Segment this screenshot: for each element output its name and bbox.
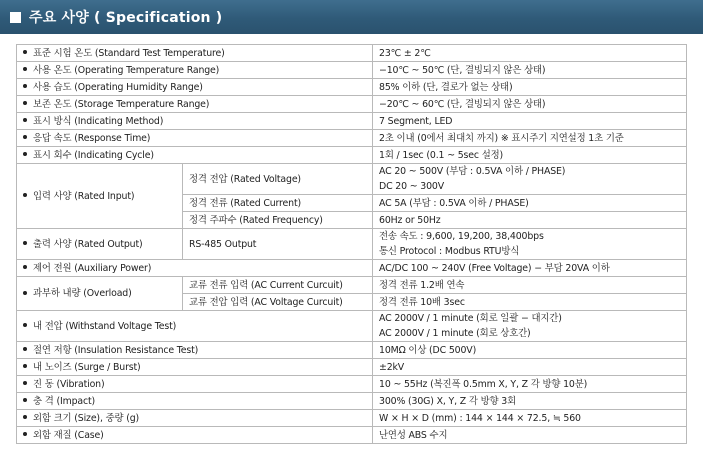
spec-value: AC 5A (부담 : 0.5VA 이하 / PHASE)	[373, 195, 687, 212]
spec-name-cell	[17, 359, 373, 376]
bullet-icon	[23, 67, 27, 71]
spec-name: 외함 크기 (Size), 중량 (g)	[33, 412, 140, 424]
spec-name-cell	[17, 376, 373, 393]
bullet-icon	[23, 323, 27, 327]
spec-name-cell	[17, 164, 183, 229]
spec-name-cell	[17, 147, 373, 164]
spec-name: 응답 속도 (Response Time)	[33, 132, 151, 144]
table-row	[17, 229, 687, 260]
bullet-icon	[23, 291, 27, 295]
spec-value	[373, 164, 687, 195]
spec-name: 보존 온도 (Storage Temperature Range)	[33, 98, 210, 110]
spec-name-cell	[17, 277, 183, 311]
spec-value: 정격 전류 10배 3sec	[373, 294, 687, 311]
spec-sub-label: 정격 전압 (Rated Voltage)	[183, 164, 373, 195]
spec-value: 정격 전류 1.2배 연속	[373, 277, 687, 294]
bullet-icon	[23, 50, 27, 54]
spec-value: 85% 이하 (단, 결로가 없는 상태)	[373, 79, 687, 96]
table-row	[17, 62, 687, 79]
spec-value-line: DC 20 ~ 300V	[379, 181, 444, 192]
spec-value: AC/DC 100 ~ 240V (Free Voltage) − 부담 20VA 이하	[373, 260, 687, 277]
spec-value: 난연성 ABS 수지	[373, 427, 687, 444]
table-row	[17, 113, 687, 130]
spec-name: 외함 재질 (Case)	[33, 429, 104, 441]
bullet-icon	[23, 118, 27, 122]
spec-name: 내 전압 (Withstand Voltage Test)	[33, 320, 177, 332]
spec-name: 표시 회수 (Indicating Cycle)	[33, 149, 154, 161]
bullet-icon	[23, 152, 27, 156]
spec-name-cell	[17, 130, 373, 147]
spec-value	[373, 229, 687, 260]
spec-name: 제어 전원 (Auxiliary Power)	[33, 262, 152, 274]
table-row	[17, 342, 687, 359]
spec-name: 사용 온도 (Operating Temperature Range)	[33, 64, 220, 76]
spec-value: 23℃ ± 2℃	[373, 45, 687, 62]
spec-name-cell	[17, 96, 373, 113]
spec-value: 10MΩ 이상 (DC 500V)	[373, 342, 687, 359]
spec-value: −10℃ ~ 50℃ (단, 결빙되지 않은 상태)	[373, 62, 687, 79]
spec-value	[373, 311, 687, 342]
spec-name-cell	[17, 79, 373, 96]
table-row	[17, 130, 687, 147]
spec-name: 출력 사양 (Rated Output)	[33, 238, 143, 250]
spec-value: 2초 이내 (0에서 최대치 까지) ※ 표시주기 지연설정 1초 기준	[373, 130, 687, 147]
bullet-icon	[23, 381, 27, 385]
spec-sub-label: RS-485 Output	[183, 229, 373, 260]
table-row	[17, 164, 687, 195]
bullet-icon	[23, 101, 27, 105]
bullet-icon	[23, 135, 27, 139]
spec-value: −20℃ ~ 60℃ (단, 결빙되지 않은 상태)	[373, 96, 687, 113]
table-row	[17, 359, 687, 376]
spec-name: 과부하 내량 (Overload)	[33, 288, 132, 299]
spec-value: ±2kV	[373, 359, 687, 376]
specification-table	[16, 44, 687, 444]
spec-value: 7 Segment, LED	[373, 113, 687, 130]
table-row	[17, 79, 687, 96]
spec-name: 진 동 (Vibration)	[33, 378, 105, 390]
spec-sub-label: 정격 전류 (Rated Current)	[183, 195, 373, 212]
bullet-icon	[23, 415, 27, 419]
bullet-icon	[23, 265, 27, 269]
spec-name: 입력 사양 (Rated Input)	[33, 190, 135, 202]
table-row	[17, 260, 687, 277]
spec-name-cell	[17, 45, 373, 62]
spec-sub-label: 정격 주파수 (Rated Frequency)	[183, 212, 373, 229]
spec-sub-label: 교류 전압 입력 (AC Voltage Curcuit)	[183, 294, 373, 311]
spec-name-cell	[17, 311, 373, 342]
spec-name: 절연 저항 (Insulation Resistance Test)	[33, 344, 199, 356]
spec-value: 60Hz or 50Hz	[373, 212, 687, 229]
table-row	[17, 96, 687, 113]
bullet-icon	[23, 241, 27, 245]
spec-name: 사용 습도 (Operating Humidity Range)	[33, 81, 203, 93]
spec-value-line: 전송 속도 : 9,600, 19,200, 38,400bps	[379, 231, 544, 242]
spec-value: W × H × D (mm) : 144 × 144 × 72.5, ≒ 560	[373, 410, 687, 427]
spec-name: 내 노이즈 (Surge / Burst)	[33, 361, 141, 373]
spec-name-cell	[17, 260, 373, 277]
table-row	[17, 410, 687, 427]
spec-value: 300% (30G) X, Y, Z 각 방향 3회	[373, 393, 687, 410]
spec-value: 10 ~ 55Hz (복진폭 0.5mm X, Y, Z 각 방향 10분)	[373, 376, 687, 393]
spec-value-line: AC 2000V / 1 minute (회로 일괄 − 대지간)	[379, 313, 562, 324]
spec-name: 표준 시험 온도 (Standard Test Temperature)	[33, 47, 225, 59]
spec-value: 1회 / 1sec (0.1 ~ 5sec 설정)	[373, 147, 687, 164]
table-row	[17, 277, 687, 294]
bullet-icon	[23, 364, 27, 368]
spec-name-cell	[17, 113, 373, 130]
spec-sub-label: 교류 전류 입력 (AC Current Curcuit)	[183, 277, 373, 294]
table-row	[17, 393, 687, 410]
spec-name: 표시 방식 (Indicating Method)	[33, 115, 164, 127]
spec-name-cell	[17, 62, 373, 79]
spec-name-cell	[17, 427, 373, 444]
spec-name-cell	[17, 229, 183, 260]
square-bullet-icon	[10, 12, 21, 23]
spec-name-cell	[17, 342, 373, 359]
spec-value-line: AC 2000V / 1 minute (회로 상호간)	[379, 328, 531, 339]
spec-name-cell	[17, 393, 373, 410]
bullet-icon	[23, 347, 27, 351]
table-row	[17, 45, 687, 62]
bullet-icon	[23, 84, 27, 88]
bullet-icon	[23, 398, 27, 402]
spec-value-line: 통신 Protocol : Modbus RTU방식	[379, 246, 520, 257]
table-row	[17, 376, 687, 393]
table-row	[17, 147, 687, 164]
bullet-icon	[23, 193, 27, 197]
bullet-icon	[23, 432, 27, 436]
table-row	[17, 311, 687, 342]
spec-name-cell	[17, 410, 373, 427]
section-title: 주요 사양 ( Specification )	[29, 10, 223, 26]
section-header	[0, 0, 703, 34]
spec-value-line: AC 20 ~ 500V (부담 : 0.5VA 이하 / PHASE)	[379, 166, 566, 177]
spec-name: 충 격 (Impact)	[33, 395, 96, 407]
table-row	[17, 427, 687, 444]
